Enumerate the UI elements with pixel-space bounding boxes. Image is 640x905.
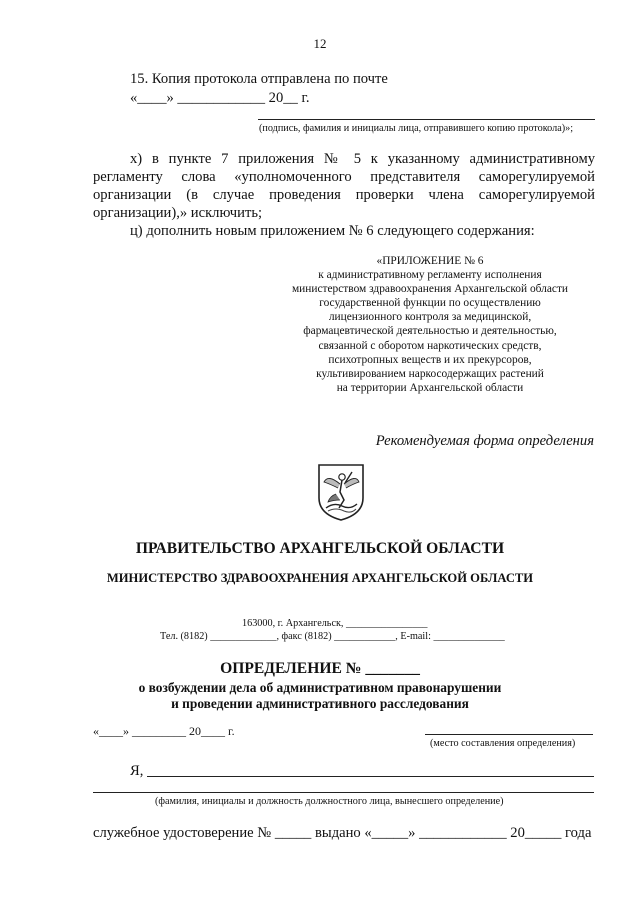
determination-subtitle-1: о возбуждении дела об административном правонарушении xyxy=(138,680,502,695)
amendment-ts-paragraph: ц) дополнить новым приложением № 6 следующего содержания: xyxy=(130,223,535,239)
recommended-form-label: Рекомендуемая форма определения xyxy=(375,433,594,449)
appendix-line: связанной с оборотом наркотических средств, xyxy=(318,339,542,352)
amendment-x-paragraph: х) в пункте 7 приложения № 5 к указанному административному регламенту слова «уполномоченного представителя саморегулируемой организации (в случае проведения проверки члена саморегулируемой организации),» исключить; xyxy=(93,151,595,221)
sender-signature-line xyxy=(258,119,595,120)
coat-of-arms-icon xyxy=(316,462,366,522)
appendix-line: психотропных веществ и их прекурсоров, xyxy=(328,353,532,366)
official-caption: (фамилия, инициалы и должность должностного лица, вынесшего определение) xyxy=(155,796,504,807)
appendix-line: государственной функции по осуществлению xyxy=(319,297,541,310)
appendix-line: лицензионного контроля за медицинской, xyxy=(328,311,532,324)
official-line-1 xyxy=(147,776,594,777)
determination-date-line: «____» _________ 20____ г. xyxy=(93,724,235,738)
determination-title: ОПРЕДЕЛЕНИЕ № _______ xyxy=(220,660,420,677)
appendix-heading-block xyxy=(268,254,592,395)
official-line-2 xyxy=(93,792,594,793)
place-caption: (место составления определения) xyxy=(430,738,576,749)
contacts-line: Тел. (8182) _____________, факс (8182) ____________, E-mail: ______________ xyxy=(160,631,505,642)
certificate-line: служебное удостоверение № _____ выдано «_____» ____________ 20_____ года xyxy=(93,825,592,841)
mail-date-line: «____» ____________ 20__ г. xyxy=(130,90,310,106)
appendix-line: «ПРИЛОЖЕНИЕ № 6 xyxy=(376,255,484,267)
place-line xyxy=(425,734,593,735)
page-number: 12 xyxy=(313,36,327,51)
appendix-line: фармацевтической деятельностью и деятельностью, xyxy=(303,325,557,338)
i-label: Я, xyxy=(130,763,144,779)
copy-sent-by-mail-text: 15. Копия протокола отправлена по почте xyxy=(130,71,388,87)
ministry-title: МИНИСТЕРСТВО ЗДРАВООХРАНЕНИЯ АРХАНГЕЛЬСКОЙ ОБЛАСТИ xyxy=(106,571,534,585)
government-title: ПРАВИТЕЛЬСТВО АРХАНГЕЛЬСКОЙ ОБЛАСТИ xyxy=(135,540,505,557)
appendix-line: к административному регламенту исполнения xyxy=(318,269,542,282)
determination-subtitle-2: и проведении административного расследования xyxy=(171,696,469,711)
appendix-line: культивированием наркосодержащих растений xyxy=(316,367,544,380)
appendix-line: на территории Архангельской области xyxy=(336,381,524,394)
appendix-line: министерством здравоохранения Архангельской области xyxy=(291,283,569,296)
address-line: 163000, г. Архангельск, ________________ xyxy=(242,618,428,629)
sender-signature-caption: (подпись, фамилия и инициалы лица, отправившего копию протокола)»; xyxy=(259,123,574,134)
